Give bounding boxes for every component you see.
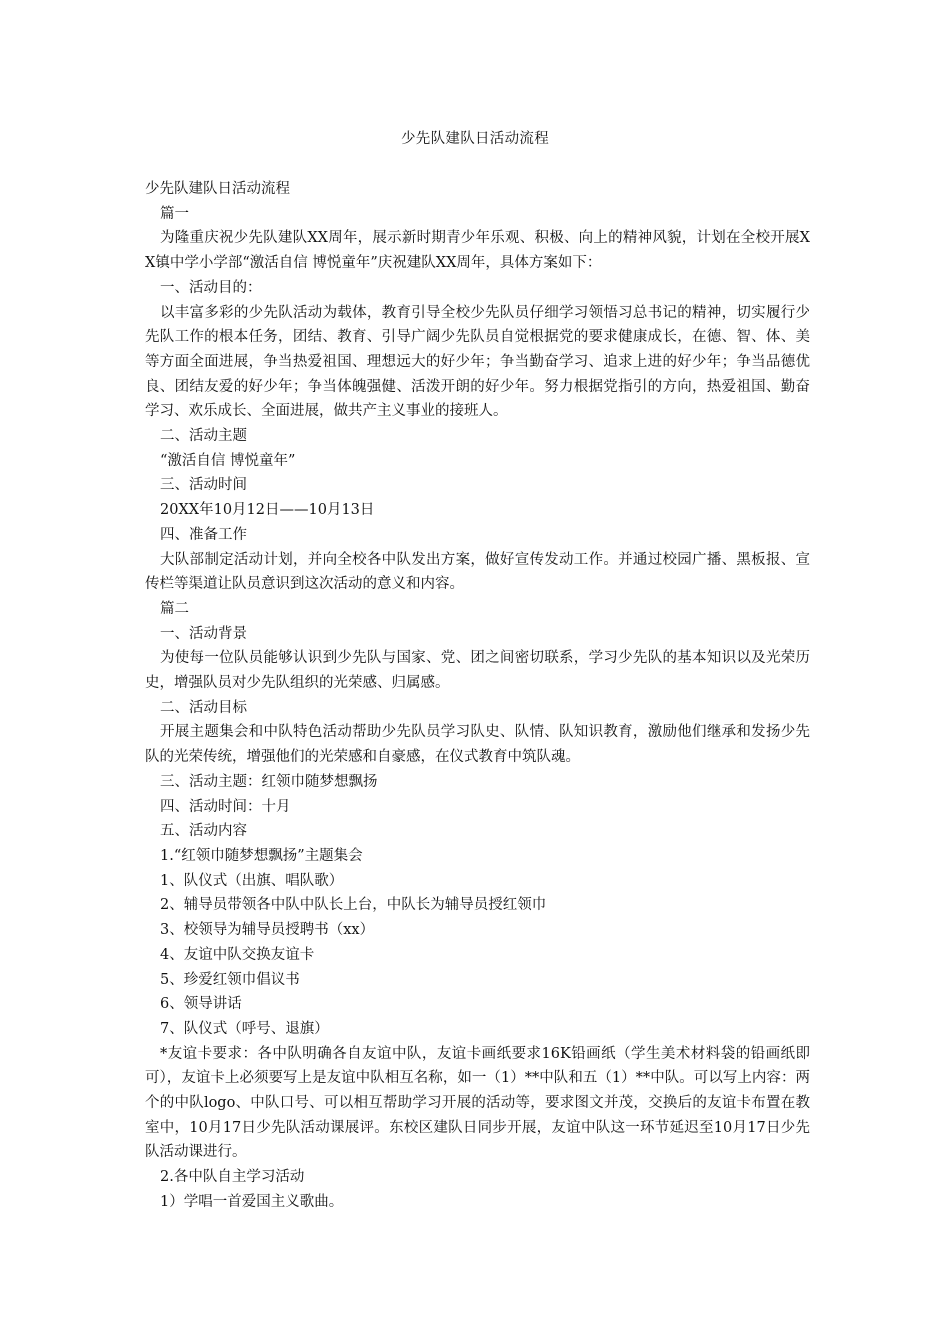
- theme2-line: 三、活动主题：红领巾随梦想飘扬: [160, 773, 378, 790]
- content-heading: 五、活动内容: [160, 823, 247, 840]
- background-paragraph: 为使每一位队员能够认识到少先队与国家、党、团之间密切联系，学习少先队的基本知识以及光荣历史，增强队员对少先队组织的光荣感、归属感。: [145, 650, 810, 692]
- goal-paragraph: 开展主题集会和中队特色活动帮助少先队员学习队史、队情、队知识教育，激励他们继承和发扬少先队的光荣传统，增强他们的光荣感和自豪感，在仪式教育中筑队魂。: [145, 724, 810, 766]
- time2-line: 四、活动时间：十月: [160, 798, 291, 815]
- prep-paragraph: 大队部制定活动计划，并向全校各中队发出方案，做好宣传发动工作。并通过校园广播、黑板报、宣传栏等渠道让队员意识到这次活动的意义和内容。: [145, 551, 810, 593]
- goal-heading: 二、活动目标: [160, 699, 247, 716]
- time-text: 20XX年10月12日——10月13日: [160, 502, 375, 519]
- list-item: 3、校领导为辅导员授聘书（xx）: [160, 922, 375, 939]
- prep-heading: 四、准备工作: [160, 526, 247, 543]
- page-title: 少先队建队日活动流程: [401, 131, 549, 147]
- list-item: 5、珍爱红领巾倡议书: [160, 971, 300, 988]
- theme-heading: 二、活动主题: [160, 428, 247, 445]
- intro-paragraph: 为隆重庆祝少先队建队XX周年，展示新时期青少年乐观、积极、向上的精神风貌，计划在全校开展XX镇中学小学部“激活自信 博悦童年”庆祝建队XX周年，具体方案如下：: [145, 230, 810, 272]
- list-item: 7、队仪式（呼号、退旗）: [160, 1020, 329, 1037]
- list-item: 2、辅导员带领各中队中队长上台，中队长为辅导员授红领巾: [160, 897, 547, 914]
- list-item: 1、队仪式（出旗、唱队歌）: [160, 872, 344, 889]
- section-label-2: 篇二: [160, 600, 189, 617]
- heading: 少先队建队日活动流程: [145, 181, 290, 197]
- time-heading: 三、活动时间: [160, 477, 247, 494]
- list-item: 1）学唱一首爱国主义歌曲。: [160, 1193, 344, 1210]
- list-item: 4、友谊中队交换友谊卡: [160, 946, 315, 963]
- purpose-heading: 一、活动目的：: [160, 279, 262, 296]
- background-heading: 一、活动背景: [160, 625, 247, 642]
- list-item: 2.各中队自主学习活动: [160, 1169, 305, 1186]
- friendship-card-note: *友谊卡要求：各中队明确各自友谊中队，友谊卡画纸要求16K铅画纸（学生美术材料袋的铅画纸即可），友谊卡上必须要写上是友谊中队相互名称，如一（1）**中队和五（1）**中队。可以写上内容：两个的中队logo、中队口号、可以相互帮助学习开展的活动等，要求图文并茂，交换后的友谊卡布置在教室中，10月17日少先队活动课展评。东校区建队日同步开展，友谊中队这一环节延迟至10月17日少先队活动课进行。: [145, 1045, 810, 1161]
- list-item: 1.“红领巾随梦想飘扬”主题集会: [160, 847, 363, 864]
- theme-text: “激活自信 博悦童年”: [160, 452, 296, 469]
- list-item: 6、领导讲话: [160, 996, 242, 1013]
- section-label-1: 篇一: [160, 205, 189, 222]
- purpose-paragraph: 以丰富多彩的少先队活动为载体，教育引导全校少先队员仔细学习领悟习总书记的精神，切实履行少先队工作的根本任务，团结、教育、引导广阔少先队员自觉根据党的要求健康成长，在德、智、体、美等方面全面进展，争当热爱祖国、理想远大的好少年；争当勤奋学习、追求上进的好少年；争当品德优良、团结友爱的好少年；争当体魄强健、活泼开朗的好少年。努力根据党指引的方向，热爱祖国、勤奋学习、欢乐成长、全面进展，做共产主义事业的接班人。: [145, 304, 810, 420]
- document-body: [145, 177, 810, 1215]
